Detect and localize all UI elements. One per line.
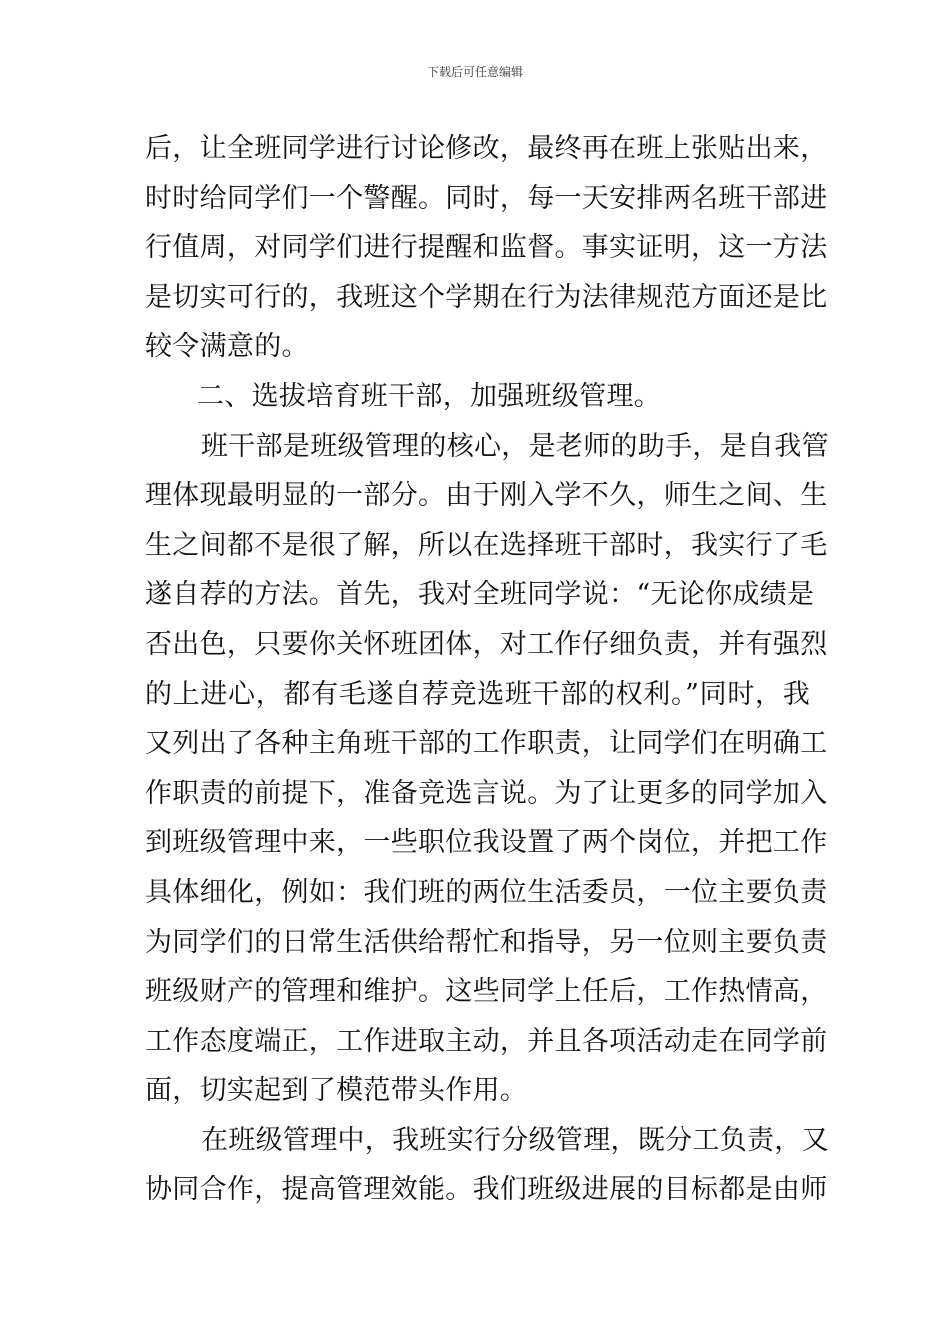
text-line: 生之间都不是很了解，所以在选择班干部时，我实行了毛	[145, 529, 828, 561]
text-line: 又列出了各种主角班干部的工作职责，让同学们在明确工	[145, 728, 828, 760]
document-body	[145, 124, 829, 1215]
text-line: 遂自荐的方法。首先，我对全班同学说：“无论你成绩是	[145, 579, 815, 611]
text-line: 面，切实起到了模范带头作用。	[145, 1075, 528, 1107]
text-line: 较令满意的。	[145, 331, 309, 363]
section-heading: 二、选拔培育班干部，加强班级管理。	[197, 380, 662, 412]
text-line: 后，让全班同学进行讨论修改，最终再在班上张贴出来，	[145, 133, 828, 164]
paragraph-first-line: 班干部是班级管理的核心，是老师的助手，是自我管	[201, 430, 829, 462]
text-line: 是切实可行的，我班这个学期在行为法律规范方面还是比	[145, 281, 828, 313]
text-line: 到班级管理中来，一些职位我设置了两个岗位，并把工作	[145, 827, 828, 859]
text-line: 时时给同学们一个警醒。同时，每一天安排两名班干部进	[145, 182, 828, 214]
page-header: 下载后可任意编辑	[426, 65, 523, 79]
text-line: 否出色，只要你关怀班团体，对工作仔细负责，并有强烈	[145, 628, 828, 660]
text-line: 班级财产的管理和维护。这些同学上任后，工作热情高，	[145, 976, 828, 1008]
text-line: 作职责的前提下，准备竞选言说。为了让更多的同学加入	[145, 777, 828, 809]
text-line: 工作态度端正，工作进取主动，并且各项活动走在同学前	[145, 1025, 828, 1057]
text-line: 理体现最明显的一部分。由于刚入学不久，师生之间、生	[145, 480, 828, 512]
paragraph-first-line: 在班级管理中，我班实行分级管理，既分工负责，又	[201, 1124, 829, 1156]
text-line: 协同合作，提高管理效能。我们班级进展的目标都是由师	[145, 1174, 828, 1206]
text-line: 具体细化，例如：我们班的两位生活委员，一位主要负责	[145, 876, 828, 908]
text-line: 行值周，对同学们进行提醒和监督。事实证明，这一方法	[145, 232, 828, 264]
text-line: 为同学们的日常生活供给帮忙和指导，另一位则主要负责	[145, 926, 828, 958]
text-line: 的上进心，都有毛遂自荐竞选班干部的权利。”同时，我	[145, 678, 810, 710]
